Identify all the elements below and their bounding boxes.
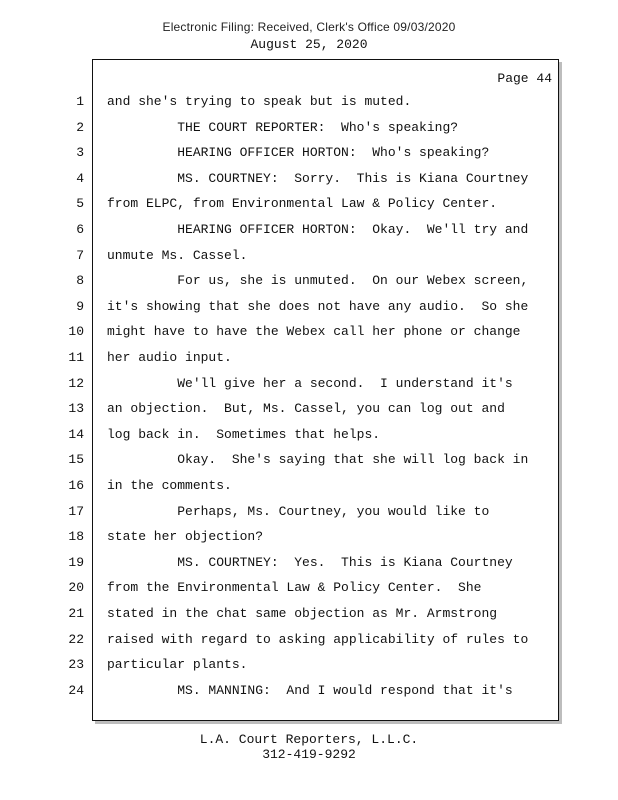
line-number: 10 — [68, 324, 84, 340]
court-reporter-company: L.A. Court Reporters, L.L.C. — [199, 732, 419, 747]
line-text: HEARING OFFICER HORTON: Okay. We'll try and — [107, 222, 529, 237]
line-text: MS. COURTNEY: Yes. This is Kiana Courtney — [107, 554, 513, 570]
line-number: 16 — [68, 478, 84, 493]
line-number: 4 — [76, 170, 84, 186]
line-text: particular plants. — [107, 657, 248, 673]
line-text: might have to have the Webex call her phone or change — [107, 324, 521, 340]
line-text: MS. COURTNEY: Sorry. This is Kiana Courtney — [107, 170, 529, 186]
line-text: in the comments. — [107, 478, 232, 493]
hearing-date: August 25, 2020 — [250, 37, 368, 52]
efiling-stamp: Electronic Filing: Received, Clerk's Office 09/03/2020 — [162, 20, 456, 34]
line-text: THE COURT REPORTER: Who's speaking? — [107, 119, 459, 135]
line-text: her audio input. — [107, 350, 232, 365]
line-text: unmute Ms. Cassel. — [107, 247, 248, 263]
line-number: 23 — [68, 657, 84, 673]
line-text: We'll give her a second. I understand it's — [107, 375, 513, 391]
line-number: 24 — [68, 682, 84, 698]
line-number: 13 — [68, 401, 84, 417]
line-number: 19 — [68, 554, 84, 570]
line-text: Okay. She's saying that she will log back in — [107, 452, 529, 468]
line-text: an objection. But, Ms. Cassel, you can log out and — [107, 401, 505, 417]
line-number: 7 — [76, 247, 84, 263]
line-number: 6 — [76, 222, 84, 237]
line-number: 1 — [76, 94, 84, 109]
line-number: 22 — [68, 631, 84, 647]
line-number: 15 — [68, 452, 84, 468]
line-number: 9 — [76, 298, 84, 314]
line-number: 18 — [68, 529, 84, 545]
line-number: 2 — [76, 119, 84, 135]
line-text: Perhaps, Ms. Courtney, you would like to — [107, 503, 490, 519]
line-text: MS. MANNING: And I would respond that it's — [107, 682, 513, 698]
line-number: 8 — [76, 273, 84, 289]
court-reporter-phone: 312-419-9292 — [262, 747, 356, 762]
line-number: 20 — [68, 580, 84, 596]
line-number: 11 — [68, 350, 84, 365]
footer — [0, 732, 618, 762]
line-text: log back in. Sometimes that helps. — [107, 426, 381, 442]
line-text: stated in the chat same objection as Mr. Armstrong — [107, 606, 498, 621]
line-text: from ELPC, from Environmental Law & Policy Center. — [107, 196, 498, 212]
line-text: and she's trying to speak but is muted. — [107, 94, 412, 109]
line-number: 21 — [68, 606, 84, 621]
line-text: from the Environmental Law & Policy Center. She — [107, 580, 482, 596]
line-number: 5 — [76, 196, 84, 212]
line-number: 12 — [68, 375, 84, 391]
line-text: raised with regard to asking applicability of rules to — [107, 631, 529, 647]
line-number: 17 — [68, 503, 84, 519]
line-number: 3 — [76, 145, 84, 161]
line-text: HEARING OFFICER HORTON: Who's speaking? — [107, 145, 490, 161]
line-number: 14 — [68, 426, 84, 442]
line-text: it's showing that she does not have any audio. So she — [107, 298, 529, 314]
line-text: For us, she is unmuted. On our Webex screen, — [107, 273, 529, 289]
line-text: state her objection? — [107, 529, 264, 545]
page-number: Page 44 — [497, 71, 552, 86]
